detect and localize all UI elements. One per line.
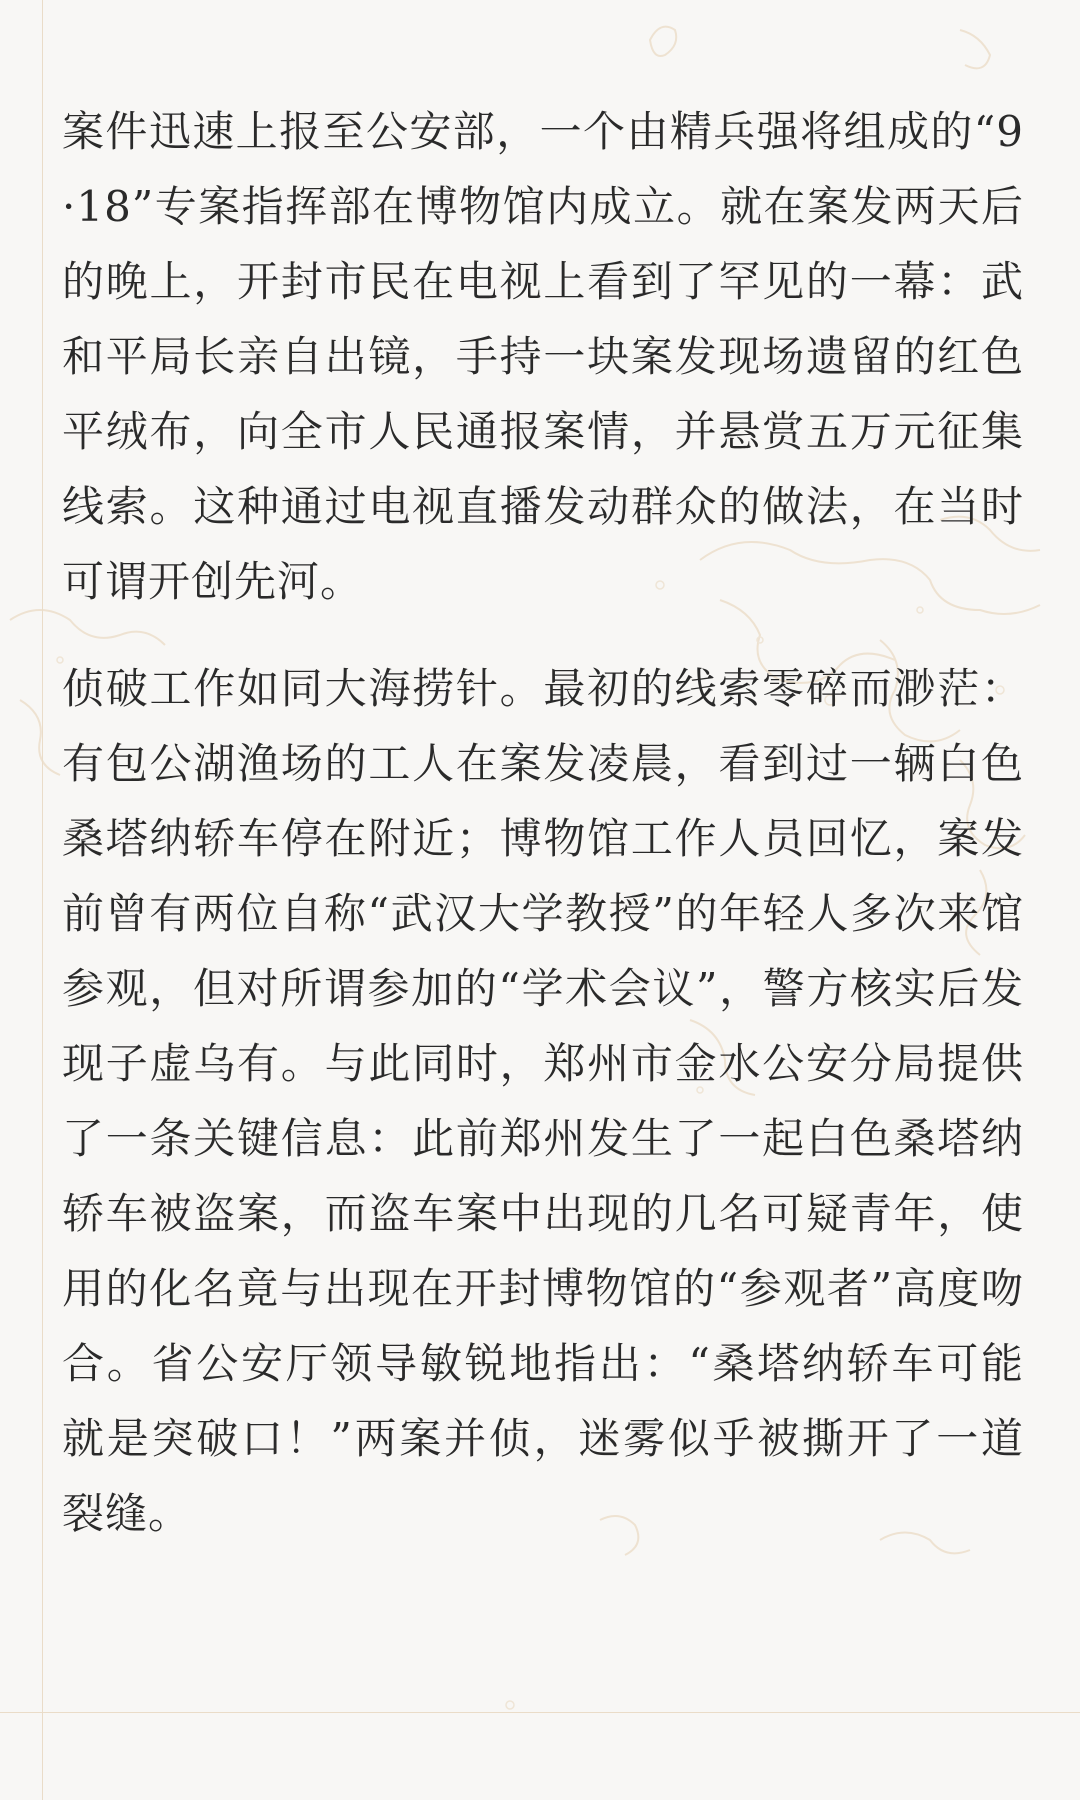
left-margin-line xyxy=(42,0,43,1800)
paragraph-1: 案件迅速上报至公安部，一个由精兵强将组成的“9·18”专案指挥部在博物馆内成立。就在案发两天后的晚上，开封市民在电视上看到了罕见的一幕：武和平局长亲自出镜，手持一块案发现场遗留的红色平绒布，向全市人民通报案情，并悬赏五万元征集线索。这种通过电视直播发动群众的做法，在当时可谓开创先河。 xyxy=(62,107,1024,606)
bottom-divider-line xyxy=(0,1712,1080,1713)
paragraph-2: 侦破工作如同大海捞针。最初的线索零碎而渺茫：有包公湖渔场的工人在案发凌晨，看到过一辆白色桑塔纳轿车停在附近；博物馆工作人员回忆，案发前曾有两位自称“武汉大学教授”的年轻人多次来馆参观，但对所谓参加的“学术会议”，警方核实后发现子虚乌有。与此同时，郑州市金水公安分局提供了一条关键信息：此前郑州发生了一起白色桑塔纳轿车被盗案，而盗车案中出现的几名可疑青年，使用的化名竟与出现在开封博物馆的“参观者”高度吻合。省公安厅领导敏锐地指出：“桑塔纳轿车可能就是突破口！”两案并侦，迷雾似乎被撕开了一道裂缝。 xyxy=(62,664,1024,1538)
article-body xyxy=(62,94,1024,1583)
